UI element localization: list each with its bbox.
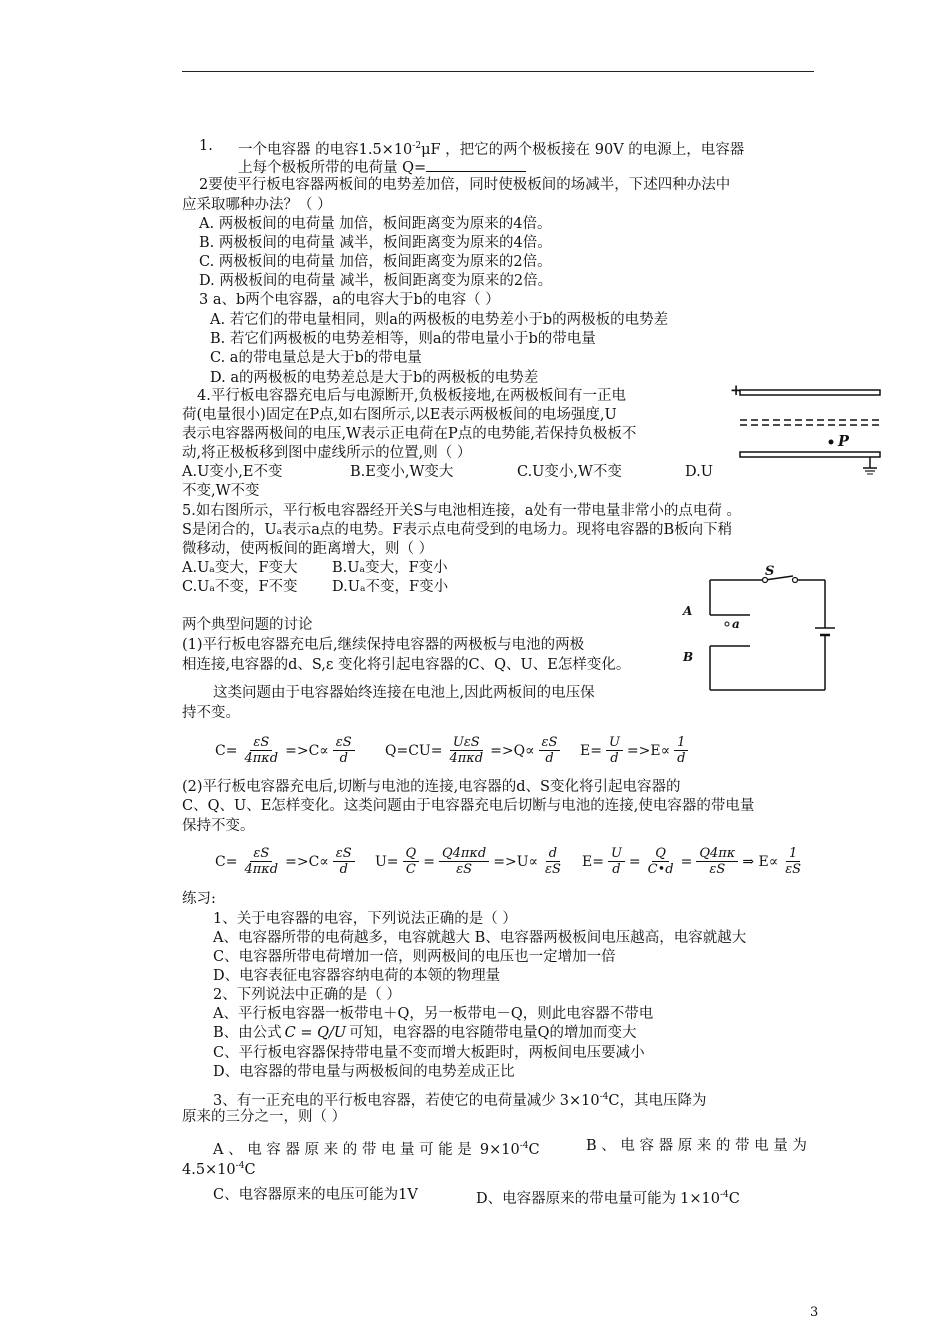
ex2-stem: 2、下列说法中正确的是（ ） xyxy=(213,987,401,1003)
ex2-option-a: A、平行板电容器一板带电＋Q，另一板带电－Q，则此电容器不带电 xyxy=(213,1006,654,1022)
formula-row-2-c xyxy=(213,846,357,877)
q3-option-c: C. a的带电量总是大于b的带电量 xyxy=(210,350,422,366)
formula-q-prop: =>Q∝ xyxy=(490,742,535,759)
q4-line3: 表示电容器两极间的电压,W表示正电荷在P点的电势能,若保持负极板不 xyxy=(182,426,637,442)
q4-option-d-cont: 不变,W不变 xyxy=(182,483,260,499)
q2-option-b: B. 两极板间的电荷量 减半，板间距离变为原来的4倍。 xyxy=(199,235,552,251)
q2-stem-1: 2要使平行板电容器两板间的电势差加倍，同时使极板间的场减半，下述四种办法中 xyxy=(199,177,731,193)
capacitor-figure-1 xyxy=(725,380,885,480)
q4-option-d: D.U xyxy=(685,464,713,480)
formula-equals: = xyxy=(423,853,435,870)
formula-e-eq: E= xyxy=(582,853,604,870)
ex2-option-b xyxy=(213,1024,637,1043)
q1-answer-blank xyxy=(426,156,526,172)
ex3-line2: 原来的三分之一，则（ ） xyxy=(182,1109,347,1125)
formula-q-eq: Q=CU= xyxy=(385,742,443,759)
ex3-text-a: 3、有一正充电的平行板电容器，若使它的电荷量减少 xyxy=(213,1092,556,1109)
ex1-stem: 1、关于电容器的电容，下列说法正确的是（ ） xyxy=(213,911,517,927)
q5-line3: 微移动，使两板间的距离增大，则（ ） xyxy=(182,541,434,557)
switch-contact-2 xyxy=(793,578,798,583)
fraction: $\frac{U}{d}$ xyxy=(606,735,623,766)
ex3-option-d: D、电容器原来的带电量可能为 $1\times 10^{-4}C$ xyxy=(476,1190,740,1207)
q4-line2: 荷(电量很小)固定在P点,如右图所示,以E表示两极板间的电场强度,U xyxy=(182,407,617,423)
ex3-charge-value: $3\times 10^{-4}C$ xyxy=(559,1092,620,1109)
positive-plate xyxy=(740,390,880,395)
fig2-point-a-label: a xyxy=(732,617,740,631)
discussion-2-line2: C、Q、U、E怎样变化。这类问题由于电容器充电后切断与电池的连接,使电容器的带电量 xyxy=(182,798,755,814)
discussion-1-line1: (1)平行板电容器充电后,继续保持电容器的两极板与电池的两极 xyxy=(182,637,585,653)
formula-row-2-u xyxy=(373,846,566,877)
q5-option-b: B.Uₐ变大，F变小 xyxy=(332,560,448,576)
ex3-a-value: $9\times 10^{-4}C$ xyxy=(479,1141,540,1158)
negative-plate xyxy=(740,452,880,457)
formula-row-2-e xyxy=(580,846,806,877)
discussion-1-line4: 持不变。 xyxy=(182,705,240,721)
discussion-1-line2: 相连接,电容器的d、S,ε 变化将引起电容器的C、Q、U、E怎样变化。 xyxy=(182,657,631,673)
q3-stem: 3 a、b两个电容器，a的电容大于b的电容（ ） xyxy=(199,292,500,308)
fraction: $\frac{\varepsilon S}{d}$ xyxy=(333,735,355,766)
q1-part-a: 一个电容器 的电容1.5×10 xyxy=(238,141,413,158)
discussion-2-line3: 保持不变。 xyxy=(182,818,255,834)
ex3-text-b: ，其电压降为 xyxy=(619,1092,707,1109)
circuit-figure-2 xyxy=(675,560,845,700)
formula-c-eq: C= xyxy=(215,742,238,759)
formula-e-prop: =>E∝ xyxy=(626,742,671,759)
q4-option-b: B.E变小,W变大 xyxy=(350,464,454,480)
point-charge-p xyxy=(829,440,834,445)
ex2-option-c: C、平行板电容器保持带电量不变而增大板距时，两板间电压要减小 xyxy=(213,1045,645,1061)
q1-number: 1. xyxy=(199,138,213,154)
fraction: $\frac{U}{d}$ xyxy=(608,846,625,877)
formula-u-prop: =>U∝ xyxy=(493,853,538,870)
formula-row-1-q xyxy=(383,735,562,766)
ex2-b-formula: C = Q/U xyxy=(284,1025,347,1041)
q2-stem-2: 应采取哪种办法？（ ） xyxy=(182,197,332,213)
fig2-a-plate-label: A xyxy=(683,604,693,618)
q5-option-d: D.Uₐ不变，F变小 xyxy=(332,579,449,595)
q5-option-a: A.Uₐ变大，F变大 xyxy=(182,560,298,576)
ex3-d-value: $1\times 10^{-4}C$ xyxy=(680,1190,740,1207)
ex1-options-ab: A、电容器所带的电荷越多，电容就越大 B、电容器两极板间电压越高，电容就越大 xyxy=(213,930,747,946)
fraction: $\frac{1}{d}$ xyxy=(674,735,688,766)
q3-option-b: B. 若它们两极板的电势差相等，则a的带电量小于b的带电量 xyxy=(210,331,596,347)
q2-option-a: A. 两极板间的电荷量 加倍，板间距离变为原来的4倍。 xyxy=(199,216,552,232)
formula-row-1-e xyxy=(578,735,690,766)
formula-c-prop: =>C∝ xyxy=(285,742,329,759)
formula-c-prop: =>C∝ xyxy=(285,853,329,870)
fraction: $\frac{\varepsilon S}{\text{4πκd}}$ xyxy=(244,846,279,877)
header-rule xyxy=(182,71,814,72)
page-number: 3 xyxy=(810,1305,819,1320)
q5-line2: S是闭合的，Uₐ表示a点的电势。F表示点电荷受到的电场力。现将电容器的B板向下稍 xyxy=(182,522,733,538)
formula-e-eq: E= xyxy=(580,742,602,759)
q4-option-a: A.U变小,E不变 xyxy=(182,464,283,480)
q1-line2 xyxy=(238,156,526,178)
q1-part-b: μF ，把它的两个极板接在 90V 的电源上，电容器 xyxy=(421,141,745,158)
ex3-option-b: B 、 电 容 器 原 来 的 带 电 量 为 xyxy=(586,1138,807,1154)
q2-option-c: C. 两极板间的电荷量 加倍，板间距离变为原来的2倍。 xyxy=(199,254,552,270)
fraction: $\frac{\text{UεS}}{\text{4πκd}}$ xyxy=(449,735,484,766)
ex1-option-c: C、电容器所带电荷增加一倍，则两极间的电压也一定增加一倍 xyxy=(213,949,616,965)
q4-option-c: C.U变小,W不变 xyxy=(517,464,622,480)
fig1-plus-label: + xyxy=(730,382,743,399)
fraction: $\frac{\varepsilon S}{\text{4πκd}}$ xyxy=(244,735,279,766)
fig2-b-plate-label: B xyxy=(683,650,694,664)
exercise-title: 练习: xyxy=(182,891,216,907)
discussion-2-line1: (2)平行板电容器充电后,切断与电池的连接,电容器的d、S变化将引起电容器的 xyxy=(182,779,681,795)
ex3-option-c: C、电容器原来的电压可能为1V xyxy=(213,1187,418,1203)
ex3-option-b-value: $4.5\times 10^{-4}C$ xyxy=(182,1161,256,1178)
fraction: $\frac{d}{\varepsilon S}$ xyxy=(545,846,561,877)
q1-exponent: -2 xyxy=(412,141,422,151)
q3-option-a: A. 若它们的带电量相同，则a的两极板的电势差小于b的两极板的电势差 xyxy=(210,312,669,328)
discussion-1-line3: 这类问题由于电容器始终连接在电池上,因此两板间的电压保 xyxy=(213,685,595,701)
fraction: $\frac{\varepsilon S}{d}$ xyxy=(539,735,561,766)
ex1-option-d: D、电容表征电容器容纳电荷的本领的物理量 xyxy=(213,968,501,984)
q4-line4: 动,将正极板移到图中虚线所示的位置,则（ ） xyxy=(182,445,472,461)
ex2-option-d: D、电容器的带电量与两极板间的电势差成正比 xyxy=(213,1064,515,1080)
ex2-b-text-a: B、由公式 xyxy=(213,1025,282,1041)
q5-option-c: C.Uₐ不变，F不变 xyxy=(182,579,298,595)
q3-option-d: D. a的两极板的电势差总是大于b的两极板的电势差 xyxy=(210,370,539,386)
fraction: $\frac{Q}{C•d}$ xyxy=(647,846,674,877)
fraction: $\frac{Q}{C}$ xyxy=(403,846,420,877)
formula-equals: = xyxy=(628,853,641,870)
q5-line1: 5.如右图所示，平行板电容器经开关S与电池相连接，a处有一带电量非常小的点电荷 。 xyxy=(182,503,742,519)
formula-equals: = xyxy=(680,853,693,870)
fraction: $\frac{\varepsilon S}{d}$ xyxy=(333,846,355,877)
discussion-title: 两个典型问题的讨论 xyxy=(182,617,313,633)
fraction: $\frac{Q4\pi\kappa}{\varepsilon S}$ xyxy=(696,846,738,877)
ex2-b-text-b: 可知，电容器的电容随带电量Q的增加而变大 xyxy=(349,1025,637,1041)
formula-row-1-c xyxy=(213,735,357,766)
ex3-option-a: A 、 电 容 器 原 来 的 带 电 量 可 能 是 $9\times 10^{-4}C$ xyxy=(213,1141,540,1158)
q2-option-d: D. 两极板间的电荷量 减半，板间距离变为原来的2倍。 xyxy=(199,273,553,289)
fraction: $\frac{1}{\varepsilon S}$ xyxy=(785,846,802,877)
formula-u-eq: U= xyxy=(375,853,399,870)
q1-part-c: 上每个极板所带的电荷量 Q= xyxy=(238,160,427,176)
formula-c-eq: C= xyxy=(215,853,238,870)
fig2-s-label: S xyxy=(765,564,775,579)
charge-a-point xyxy=(725,622,729,626)
formula-e-prop: ⇒ E∝ xyxy=(742,853,779,870)
fig1-p-label: P xyxy=(838,433,849,450)
fraction: $\frac{\text{Q4πκd}}{\varepsilon S}$ xyxy=(439,846,489,877)
q4-line1: 4.平行板电容器充电后与电源断开,负极板接地,在两极板间有一正电 xyxy=(197,388,627,404)
